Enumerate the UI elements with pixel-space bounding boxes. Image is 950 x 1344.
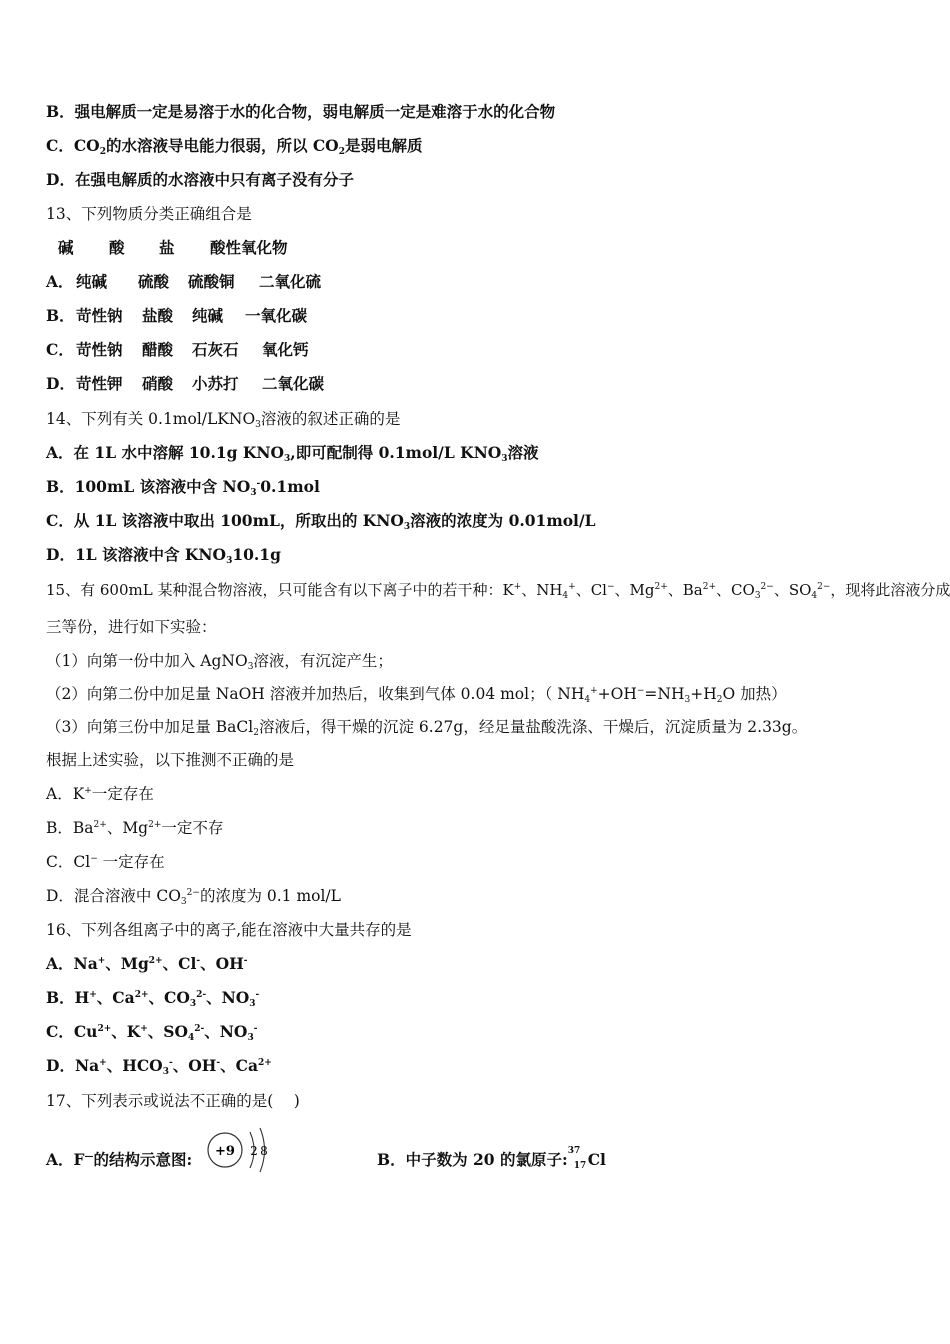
- q15-experiment-1: （1）向第一份中加入 AgNO$_3$溶液，有沉淀产生；: [46, 652, 393, 672]
- q15-option-d: D．混合溶液中 $CO_3^{2-}$的浓度为 0.1 mol/L: [46, 887, 341, 907]
- fluoride-structure-diagram: [202, 1126, 272, 1178]
- table-cell: 硫酸铜: [188, 272, 235, 291]
- table-cell: 二氧化碳: [262, 374, 325, 393]
- q14-option-b: B．100mL 该溶液中含 $NO_3^-0.1mol$: [46, 477, 320, 498]
- q15-stem-line2: 三等份，进行如下实验：: [46, 618, 217, 636]
- table-cell: 一氧化碳: [245, 306, 308, 325]
- q13-header-acidic-oxide: 酸性氧化物: [210, 238, 288, 257]
- table-cell: 二氧化硫: [259, 272, 322, 291]
- table-cell: 盐酸: [142, 306, 174, 325]
- q14-option-a: A．在 1L 水中溶解 10.1g $KNO_3$,即可配制得 0.1mol/L $KNO_3$溶液: [46, 443, 539, 464]
- table-cell: 苛性钾: [76, 374, 123, 393]
- q17-option-b: B．中子数为 20 的氯原子: 37 17 Cl: [377, 1146, 606, 1171]
- table-cell: 小苏打: [192, 374, 239, 393]
- nucleus-charge: +9: [215, 1144, 235, 1159]
- q16-option-b: B．H+、$Ca^{2+}$、$CO_3^{2-}$、$NO_3^-$: [46, 988, 260, 1009]
- table-cell: 醋酸: [142, 340, 174, 359]
- q12-option-b: B．强电解质一定是易溶于水的化合物，弱电解质一定是难溶于水的化合物: [46, 102, 556, 121]
- table-cell: 石灰石: [192, 340, 239, 359]
- q13-option-b: B．: [46, 306, 75, 325]
- q15-experiment-2: （2）向第二份中加足量 NaOH 溶液并加热后，收集到气体 0.04 mol；（ $NH_4^++OH^-=NH_3+H_2O$ 加热）: [46, 685, 787, 705]
- q15-stem-line1: 15、有 600mL 某种混合物溶液，只可能含有以下离子中的若干种：K+、$NH_4^+$、Cl−、$Mg^{2+}$、$Ba^{2+}$、$CO_3^{2-}$、$SO_4^{2-}$，现将此溶液分成: [46, 581, 950, 601]
- q13-stem: 13、下列物质分类正确组合是: [46, 205, 252, 223]
- q13-header-acid: 酸: [109, 238, 125, 257]
- q12-option-d: D．在强电解质的水溶液中只有离子没有分子: [46, 170, 354, 189]
- q16-option-d: D．Na+、$HCO_3^-$、OH-、$Ca^{2+}$: [46, 1056, 272, 1077]
- q13-option-c: C．: [46, 340, 74, 359]
- shell-2-electrons: 8: [260, 1144, 268, 1158]
- shell-1-electrons: 2: [250, 1144, 258, 1158]
- q17-stem: 17、下列表示或说法不正确的是( ): [46, 1092, 300, 1110]
- q13-option-d: D．: [46, 374, 75, 393]
- q14-option-c: C．从 1L 该溶液中取出 100mL，所取出的 $KNO_3$溶液的浓度为 0.01mol/L: [46, 511, 596, 532]
- q16-option-a: A．Na+、$Mg^{2+}$、Cl-、OH-: [46, 954, 248, 973]
- mass-number: 37: [567, 1146, 581, 1156]
- q14-option-d: D．1L 该溶液中含 $KNO_310.1g$: [46, 545, 281, 566]
- table-cell: 纯碱: [76, 272, 108, 291]
- q13-header-salt: 盐: [159, 238, 175, 257]
- q15-option-a: A．K+一定存在: [46, 785, 154, 803]
- atomic-number: 17: [573, 1161, 587, 1171]
- table-cell: 硝酸: [142, 374, 174, 393]
- table-cell: 纯碱: [192, 306, 224, 325]
- q12-option-c: C．$CO_2$的水溶液导电能力很弱，所以 $CO_2$是弱电解质: [46, 136, 423, 157]
- q16-option-c: C．$Cu^{2+}$、K+、$SO_4^{2-}$、$NO_3^-$: [46, 1022, 258, 1043]
- q17-option-a: A．F—的结构示意图:: [46, 1150, 193, 1169]
- q16-stem: 16、下列各组离子中的离子,能在溶液中大量共存的是: [46, 921, 412, 939]
- q13-header-base: 碱: [58, 238, 74, 257]
- table-cell: 氧化钙: [262, 340, 309, 359]
- q14-stem: 14、下列有关 $0.1mol/LKNO_3$溶液的叙述正确的是: [46, 410, 401, 430]
- table-cell: 苛性钠: [76, 340, 123, 359]
- q15-question: 根据上述实验，以下推测不正确的是: [46, 751, 295, 769]
- q15-experiment-3: （3）向第三份中加足量 BaCl$_2$溶液后，得干燥的沉淀 6.27g，经足量盐酸洗涤、干燥后，沉淀质量为 2.33g。: [46, 718, 808, 738]
- q13-option-a: A．: [46, 272, 74, 291]
- q15-option-b: B．$Ba^{2+}$、$Mg^{2+}$一定不存: [46, 819, 224, 837]
- table-cell: 硫酸: [138, 272, 170, 291]
- table-cell: 苛性钠: [76, 306, 123, 325]
- q15-option-c: C．Cl− 一定存在: [46, 853, 165, 871]
